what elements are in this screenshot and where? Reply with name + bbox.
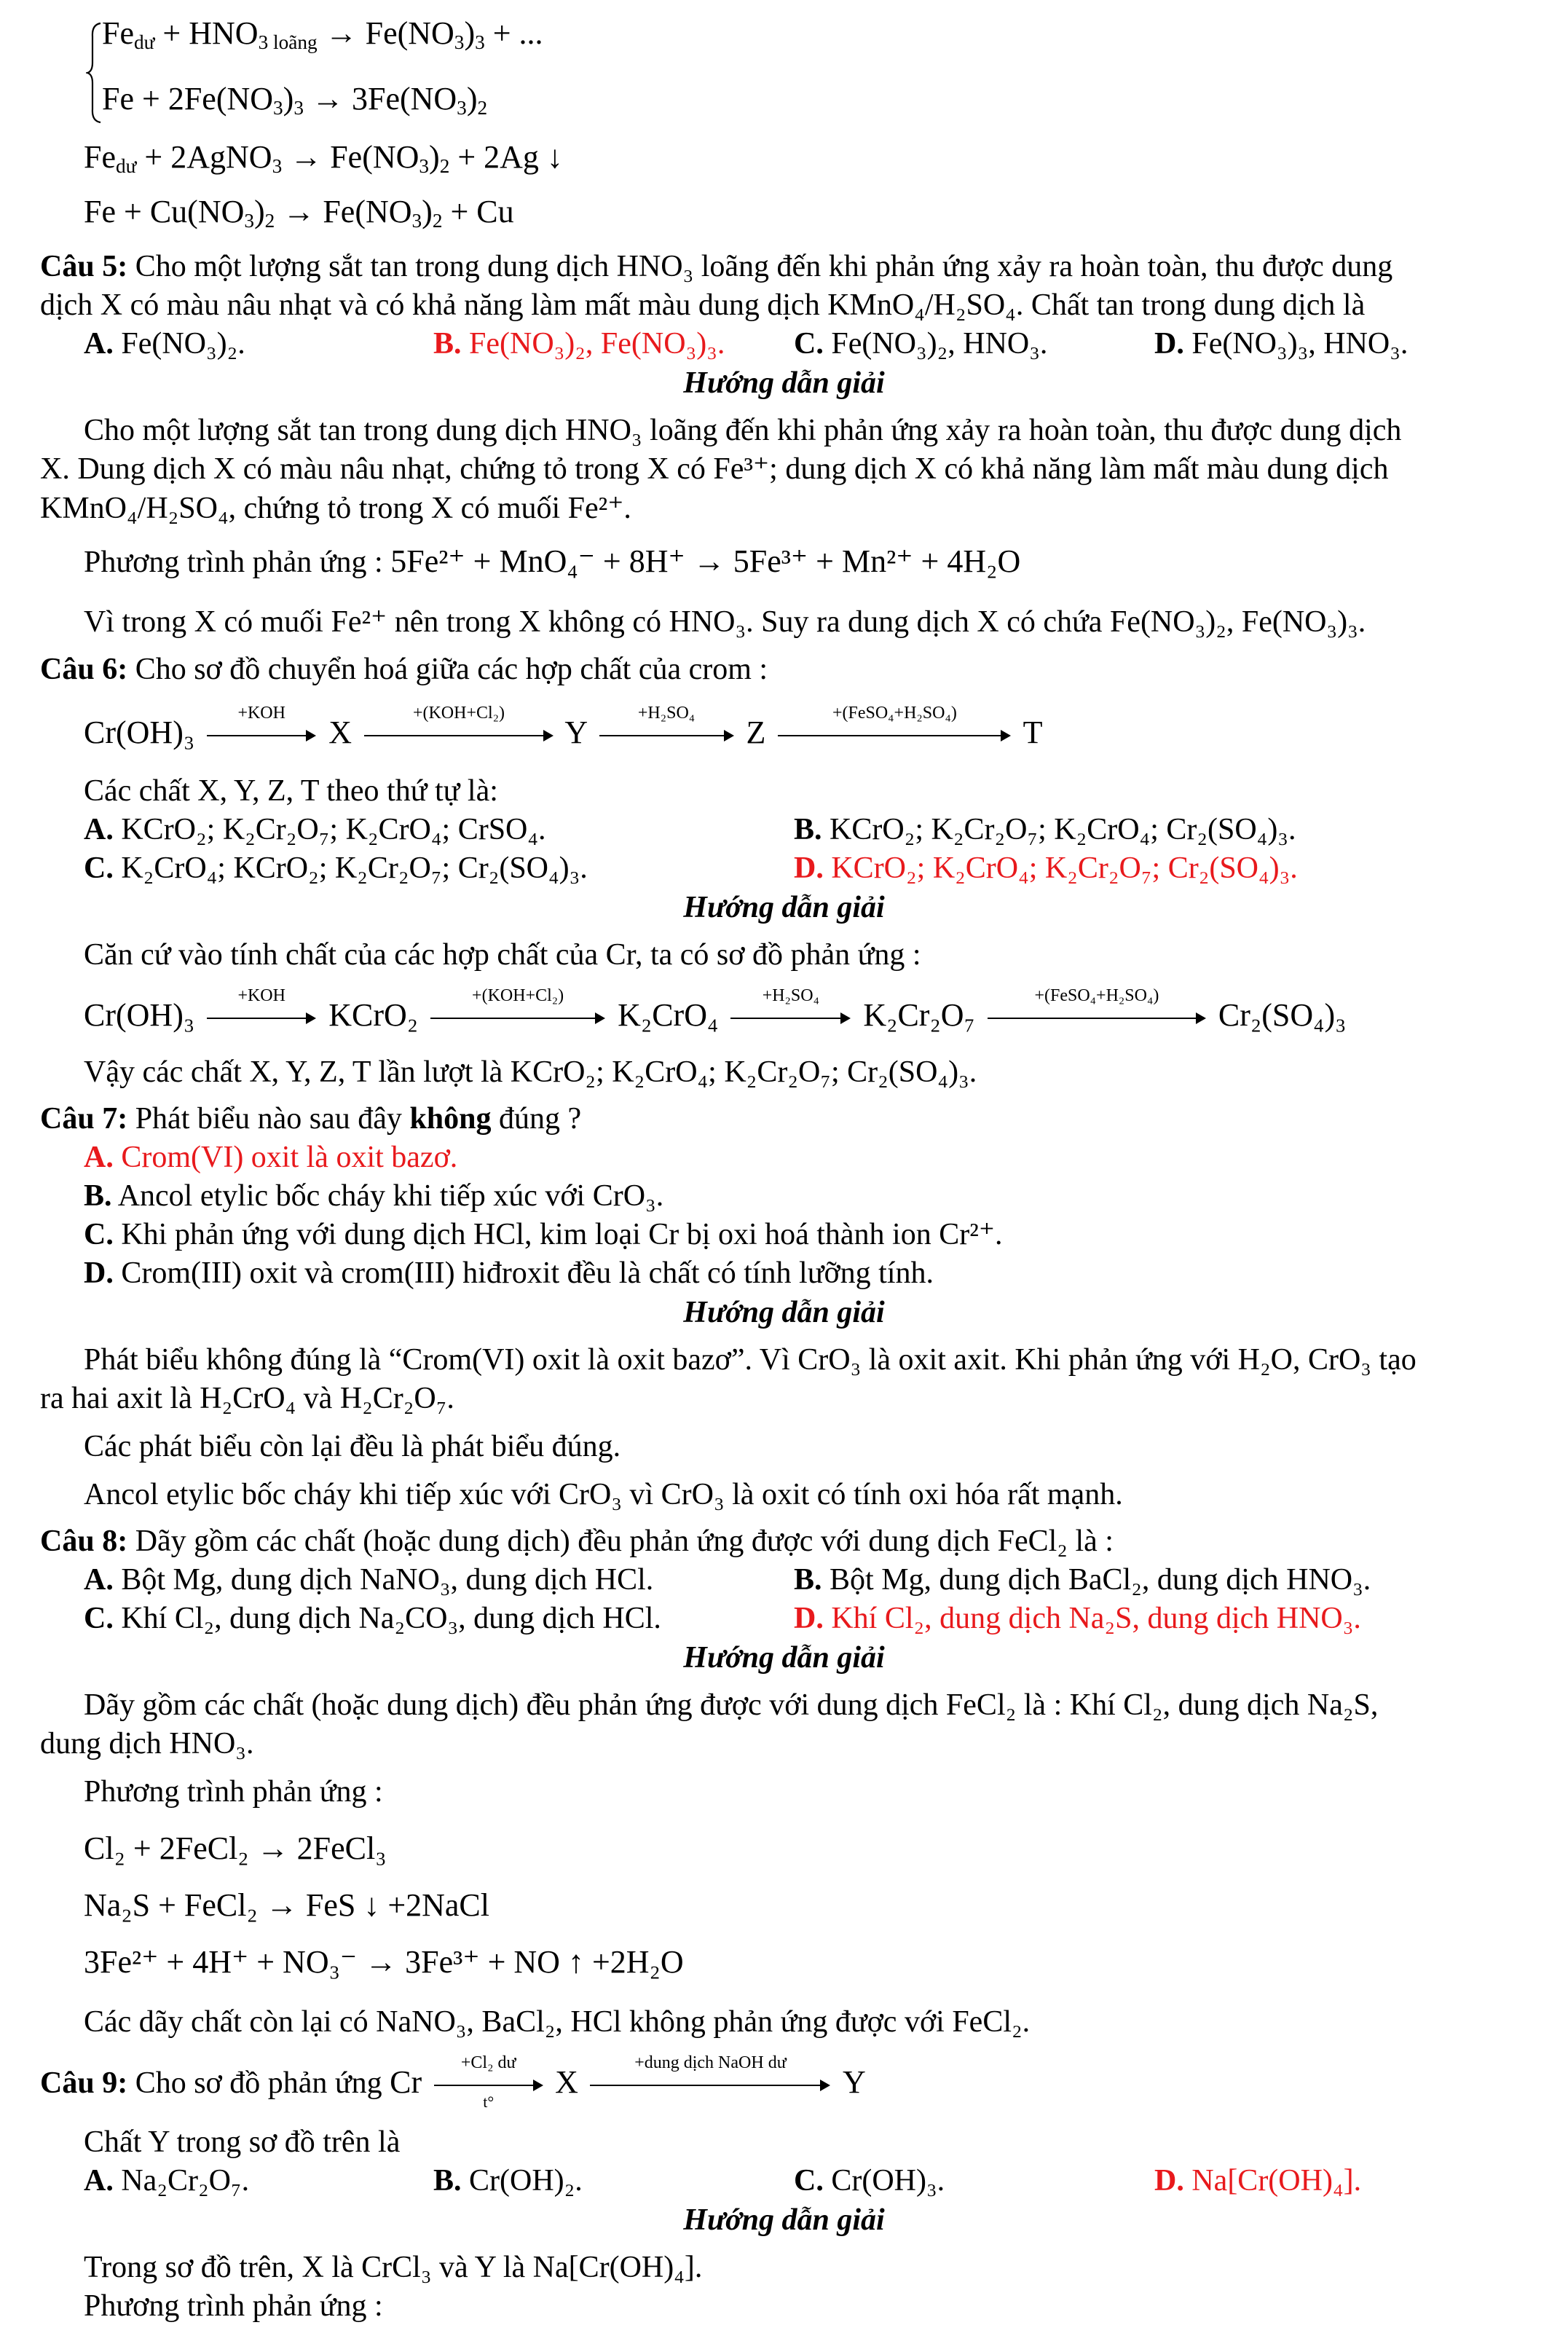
- q5-option-c[interactable]: C. Fe(NO₃)₂, HNO₃.: [794, 327, 1048, 361]
- reaction-2: $Fe + 2Fe(NO_3)_3 \to 3Fe(NO_3)_2$: [102, 81, 488, 119]
- q7-solution-line4: Ancol etylic bốc cháy khi tiếp xúc với CrO₃ vì CrO₃ là oxit có tính oxi hóa rất mạnh.: [84, 1478, 1123, 1511]
- q6-option-d[interactable]: D. KCrO₂; K₂CrO₄; K₂Cr₂O₇; Cr₂(SO₄)₃.: [794, 851, 1298, 885]
- q7-option-a[interactable]: A. Crom(VI) oxit là oxit bazơ.: [84, 1141, 458, 1174]
- q8-stem: Câu 8: Dãy gồm các chất (hoặc dung dịch) đều phản ứng được với dung dịch FeCl₂ là :: [40, 1525, 1114, 1558]
- arrow-icon: +(FeSO₄+H₂SO₄): [988, 1011, 1206, 1026]
- arrow-icon: +KOH: [207, 1011, 316, 1026]
- q6-option-b[interactable]: B. KCrO₂; K₂Cr₂O₇; K₂CrO₄; Cr₂(SO₄)₃.: [794, 813, 1296, 846]
- q9-stem: Câu 9: Cho sơ đồ phản ứng Cr $\frac{\text{+Cl₂ dư}}{t^\circ}$ X +dung dịch NaOH dư Y: [40, 2053, 866, 2111]
- q6-stem-line1: Câu 6: Cho sơ đồ chuyển hoá giữa các hợp chất của crom :: [40, 653, 768, 686]
- q8-option-b[interactable]: B. Bột Mg, dung dịch BaCl₂, dung dịch HNO₃.: [794, 1563, 1371, 1597]
- q5-solution-line3: KMnO₄/H₂SO₄, chứng tỏ trong X có muối Fe²⁺.: [40, 492, 631, 525]
- arrow-icon: +KOH: [207, 728, 316, 743]
- q7-option-d[interactable]: D. Crom(III) oxit và crom(III) hiđroxit đều là chất có tính lưỡng tính.: [84, 1256, 934, 1290]
- q8-option-c[interactable]: C. Khí Cl₂, dung dịch Na₂CO₃, dung dịch HCl.: [84, 1602, 661, 1635]
- q5-stem-line2: dịch X có màu nâu nhạt và có khả năng làm mất màu dung dịch KMnO₄/H₂SO₄. Chất tan trong dung dịch là: [40, 288, 1366, 322]
- q8-option-a[interactable]: A. Bột Mg, dung dịch NaNO₃, dung dịch HCl.: [84, 1563, 654, 1597]
- q5-equation: Phương trình phản ứng : 5Fe²⁺ + MnO₄⁻ + 8H⁺ → 5Fe³⁺ + Mn²⁺ + 4H₂O: [84, 543, 1021, 579]
- q9-solution-line2: Phương trình phản ứng :: [84, 2289, 383, 2323]
- q9-option-b[interactable]: B. Cr(OH)₂.: [433, 2164, 583, 2198]
- q6-scheme: Cr(OH)₃ +KOH X +(KOH+Cl₂) Y +H₂SO₄ Z +(FeSO₄+H₂SO₄) T: [84, 704, 1043, 750]
- arrow-icon: +dung dịch NaOH dư: [590, 2078, 830, 2093]
- q7-solution-line2: ra hai axit là H₂CrO₄ và H₂Cr₂O₇.: [40, 1382, 454, 1415]
- q8-solution-line2: dung dịch HNO₃.: [40, 1727, 254, 1761]
- q6-solution-line1: Căn cứ vào tính chất của các hợp chất của Cr, ta có sơ đồ phản ứng :: [84, 938, 921, 972]
- q8-solution-line1: Dãy gồm các chất (hoặc dung dịch) đều phản ứng được với dung dịch FeCl₂ là : Khí Cl₂, dung dịch Na₂S,: [84, 1688, 1379, 1722]
- q7-option-b[interactable]: B. Ancol etylic bốc cháy khi tiếp xúc với CrO₃.: [84, 1179, 664, 1213]
- q7-solution-line1: Phát biểu không đúng là “Crom(VI) oxit là oxit bazơ”. Vì CrO₃ là oxit axit. Khi phản ứng với H₂O, CrO₃ tạo: [84, 1343, 1417, 1377]
- q6-option-a[interactable]: A. KCrO₂; K₂Cr₂O₇; K₂CrO₄; CrSO₄.: [84, 813, 546, 846]
- arrow-icon: +H₂SO₄: [599, 728, 734, 743]
- q5-option-d[interactable]: D. Fe(NO₃)₃, HNO₃.: [1154, 327, 1409, 361]
- q8-solution-line3: Phương trình phản ứng :: [84, 1775, 383, 1809]
- q5-solution-heading: Hướng dẫn giải: [683, 366, 885, 400]
- arrow-icon: +(KOH+Cl₂): [430, 1011, 605, 1026]
- q6-option-c[interactable]: C. K₂CrO₄; KCrO₂; K₂Cr₂O₇; Cr₂(SO₄)₃.: [84, 851, 588, 885]
- brace-icon: [86, 22, 103, 124]
- q6-conclusion: Vậy các chất X, Y, Z, T lần lượt là KCrO₂; K₂CrO₄; K₂Cr₂O₇; Cr₂(SO₄)₃.: [84, 1055, 977, 1089]
- q9-solution-heading: Hướng dẫn giải: [683, 2203, 885, 2237]
- q5-solution-line2: X. Dung dịch X có màu nâu nhạt, chứng tỏ trong X có Fe³⁺; dung dịch X có khả năng làm mất màu dung dịch: [40, 452, 1389, 486]
- q5-solution-line1: Cho một lượng sắt tan trong dung dịch HNO₃ loãng đến khi phản ứng xảy ra hoàn toàn, thu được dung dịch: [84, 414, 1402, 447]
- q5-conclusion: Vì trong X có muối Fe²⁺ nên trong X không có HNO₃. Suy ra dung dịch X có chứa Fe(NO₃)₂, Fe(NO₃)₃.: [84, 605, 1366, 639]
- reaction-3: $Fe_{dư}$ + 2AgNO$_3$ → $Fe(NO_3)_2 + 2Ag$ ↓: [84, 139, 563, 177]
- arrow-icon: +(FeSO₄+H₂SO₄): [778, 728, 1011, 743]
- q8-solution-heading: Hướng dẫn giải: [683, 1641, 885, 1675]
- q9-option-a[interactable]: A. Na₂Cr₂O₇.: [84, 2164, 250, 2198]
- q8-option-d[interactable]: D. Khí Cl₂, dung dịch Na₂S, dung dịch HNO₃.: [794, 1602, 1361, 1635]
- q9-solution-line1: Trong sơ đồ trên, X là CrCl₃ và Y là Na[Cr(OH)₄].: [84, 2251, 703, 2284]
- q6-stem-line2: Các chất X, Y, Z, T theo thứ tự là:: [84, 774, 498, 808]
- reaction-1: $Fe_{dư} + HNO_{3 loãng} \to Fe(NO_3)_3$ + ...: [102, 15, 543, 53]
- reaction-4: $Fe + Cu(NO_3)_2 \to Fe(NO_3)_2 + Cu$: [84, 194, 514, 232]
- q7-stem: Câu 7: Phát biểu nào sau đây không đúng ?: [40, 1102, 582, 1136]
- q7-solution-line3: Các phát biểu còn lại đều là phát biểu đúng.: [84, 1430, 621, 1463]
- q9-option-c[interactable]: C. Cr(OH)₃.: [794, 2164, 945, 2198]
- q8-equation-3: 3Fe²⁺ + 4H⁺ + NO₃⁻ → 3Fe³⁺ + NO ↑ +2H₂O: [84, 1944, 684, 1980]
- q9-option-d[interactable]: D. Na[Cr(OH)₄].: [1154, 2164, 1362, 2198]
- q7-solution-heading: Hướng dẫn giải: [683, 1296, 885, 1329]
- arrow-icon: +H₂SO₄: [730, 1011, 851, 1026]
- q5-option-b[interactable]: B. Fe(NO₃)₂, Fe(NO₃)₃.: [433, 327, 725, 361]
- q9-stem-line2: Chất Y trong sơ đồ trên là: [84, 2125, 401, 2159]
- q8-equation-2: Na₂S + FeCl₂ → FeS ↓ +2NaCl: [84, 1887, 490, 1923]
- arrow-icon: $\frac{\text{+Cl₂ dư}}{t^\circ}$: [434, 2078, 543, 2093]
- q8-equation-1: Cl₂ + 2FeCl₂ → 2FeCl₃: [84, 1830, 387, 1866]
- arrow-icon: +(KOH+Cl₂): [364, 728, 553, 743]
- q6-solution-heading: Hướng dẫn giải: [683, 891, 885, 924]
- q7-option-c[interactable]: C. Khi phản ứng với dung dịch HCl, kim loại Cr bị oxi hoá thành ion Cr²⁺.: [84, 1218, 1003, 1251]
- q8-conclusion: Các dãy chất còn lại có NaNO₃, BaCl₂, HCl không phản ứng được với FeCl₂.: [84, 2005, 1031, 2039]
- q6-solution-scheme: Cr(OH)₃ +KOH KCrO₂ +(KOH+Cl₂) K₂CrO₄ +H₂SO₄ K₂Cr₂O₇ +(FeSO₄+H₂SO₄) Cr₂(SO₄)₃: [84, 986, 1347, 1033]
- q5-stem-line1: Câu 5: Cho một lượng sắt tan trong dung dịch HNO₃ loãng đến khi phản ứng xảy ra hoàn toàn, thu được dung: [40, 250, 1393, 283]
- q5-option-a[interactable]: A. Fe(NO₃)₂.: [84, 327, 245, 361]
